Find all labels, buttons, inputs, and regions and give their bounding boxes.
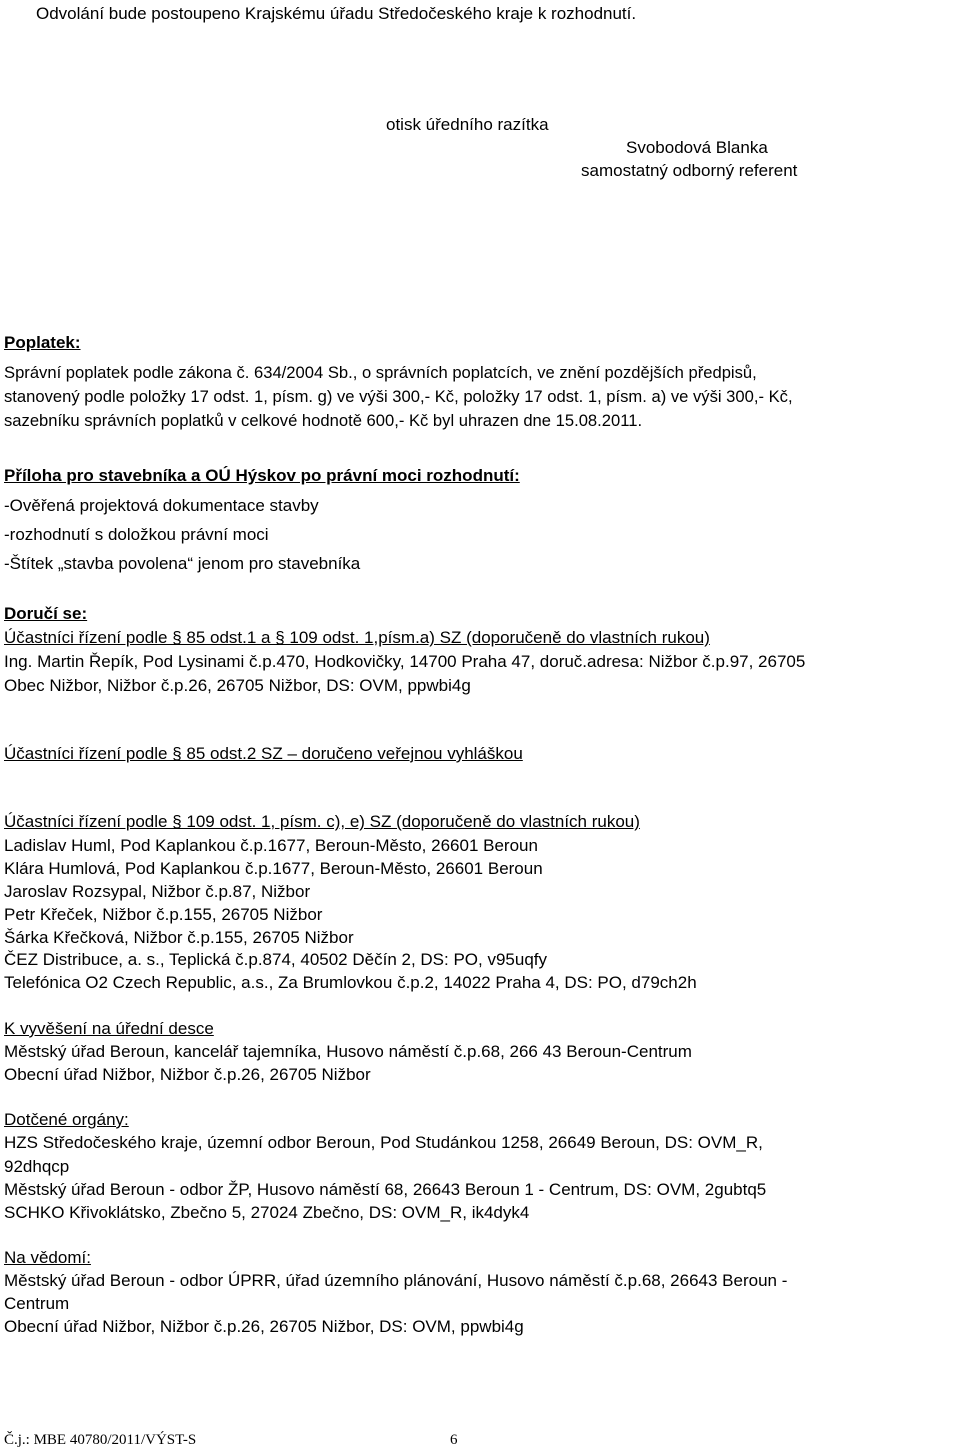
notice-item: Obecní úřad Nižbor, Nižbor č.p.26, 26705 Nižbor, DS: OVM, ppwbi4g [4,1317,524,1336]
fee-heading: Poplatek: [4,333,81,352]
delivery-group1-heading: Účastníci řízení podle § 85 odst.1 a § 109 odst. 1,písm.a) SZ (doporučeně do vlastních rukou) [4,628,710,647]
fee-line-2: stanovený podle položky 17 odst. 1, písm. g) ve výši 300,- Kč, položky 17 odst. 1, písm. a) ve výši 300,- Kč, [4,387,793,406]
notice-heading: Na vědomí: [4,1248,91,1267]
recipient: Klára Humlová, Pod Kaplankou č.p.1677, Beroun-Město, 26601 Beroun [4,859,543,878]
recipient: Ing. Martin Řepík, Pod Lysinami č.p.470, Hodkovičky, 14700 Praha 47, doruč.adresa: Nižbor č.p.97, 26705 [4,652,806,671]
recipient: ČEZ Distribuce, a. s., Teplická č.p.874, 40502 Děčín 2, DS: PO, v95uqfy [4,950,548,969]
attachment-item: -Štítek „stavba povolena“ jenom pro stavebníka [4,554,361,573]
recipient: Telefónica O2 Czech Republic, a.s., Za Brumlovkou č.p.2, 14022 Praha 4, DS: PO, d79ch2h [4,973,697,992]
appeal-note: Odvolání bude postoupeno Krajskému úřadu Středočeského kraje k rozhodnutí. [36,4,637,23]
attachment-item: -Ověřená projektová dokumentace stavby [4,496,319,515]
authorities-heading: Dotčené orgány: [4,1110,129,1129]
page-number: 6 [450,1432,458,1448]
fee-line-3: sazebníku správních poplatků v celkové hodnotě 600,- Kč byl uhrazen dne 15.08.2011. [4,411,643,430]
notice-item: Městský úřad Beroun - odbor ÚPRR, úřad územního plánování, Husovo náměstí č.p.68, 26643 Beroun - [4,1271,788,1290]
recipient: Petr Křeček, Nižbor č.p.155, 26705 Nižbor [4,905,323,924]
signatory-name: Svobodová Blanka [626,138,768,157]
authority-item: SCHKO Křivoklátsko, Zbečno 5, 27024 Zbečno, DS: OVM_R, ik4dyk4 [4,1203,530,1222]
attachment-item: -rozhodnutí s doložkou právní moci [4,525,269,544]
recipient: Jaroslav Rozsypal, Nižbor č.p.87, Nižbor [4,882,311,901]
recipient: Obec Nižbor, Nižbor č.p.26, 26705 Nižbor, DS: OVM, ppwbi4g [4,676,471,695]
delivery-group2-heading: Účastníci řízení podle § 85 odst.2 SZ – doručeno veřejnou vyhláškou [4,744,523,763]
posting-item: Obecní úřad Nižbor, Nižbor č.p.26, 26705 Nižbor [4,1065,371,1084]
authority-item: 92dhqcp [4,1157,70,1176]
notice-item: Centrum [4,1294,70,1313]
delivery-group3-heading: Účastníci řízení podle § 109 odst. 1, písm. c), e) SZ (doporučeně do vlastních rukou) [4,812,640,831]
signatory-role: samostatný odborný referent [581,161,798,180]
delivery-heading: Doručí se: [4,604,88,623]
posting-item: Městský úřad Beroun, kancelář tajemníka, Husovo náměstí č.p.68, 266 43 Beroun-Centrum [4,1042,692,1061]
authority-item: HZS Středočeského kraje, územní odbor Beroun, Pod Studánkou 1258, 26649 Beroun, DS: OVM_R, [4,1133,763,1152]
attachment-heading: Příloha pro stavebníka a OÚ Hýskov po právní moci rozhodnutí: [4,466,520,485]
recipient: Ladislav Huml, Pod Kaplankou č.p.1677, Beroun-Město, 26601 Beroun [4,836,538,855]
stamp-placeholder: otisk úředního razítka [386,115,549,134]
authority-item: Městský úřad Beroun - odbor ŽP, Husovo náměstí 68, 26643 Beroun 1 - Centrum, DS: OVM, 2gubtq5 [4,1180,767,1199]
reference-number: Č.j.: MBE 40780/2011/VÝST-S [4,1432,197,1448]
fee-line-1: Správní poplatek podle zákona č. 634/2004 Sb., o správních poplatcích, ve znění pozdějších předpisů, [4,363,757,382]
recipient: Šárka Křečková, Nižbor č.p.155, 26705 Nižbor [4,928,354,947]
posting-heading: K vyvěšení na úřední desce [4,1019,214,1038]
